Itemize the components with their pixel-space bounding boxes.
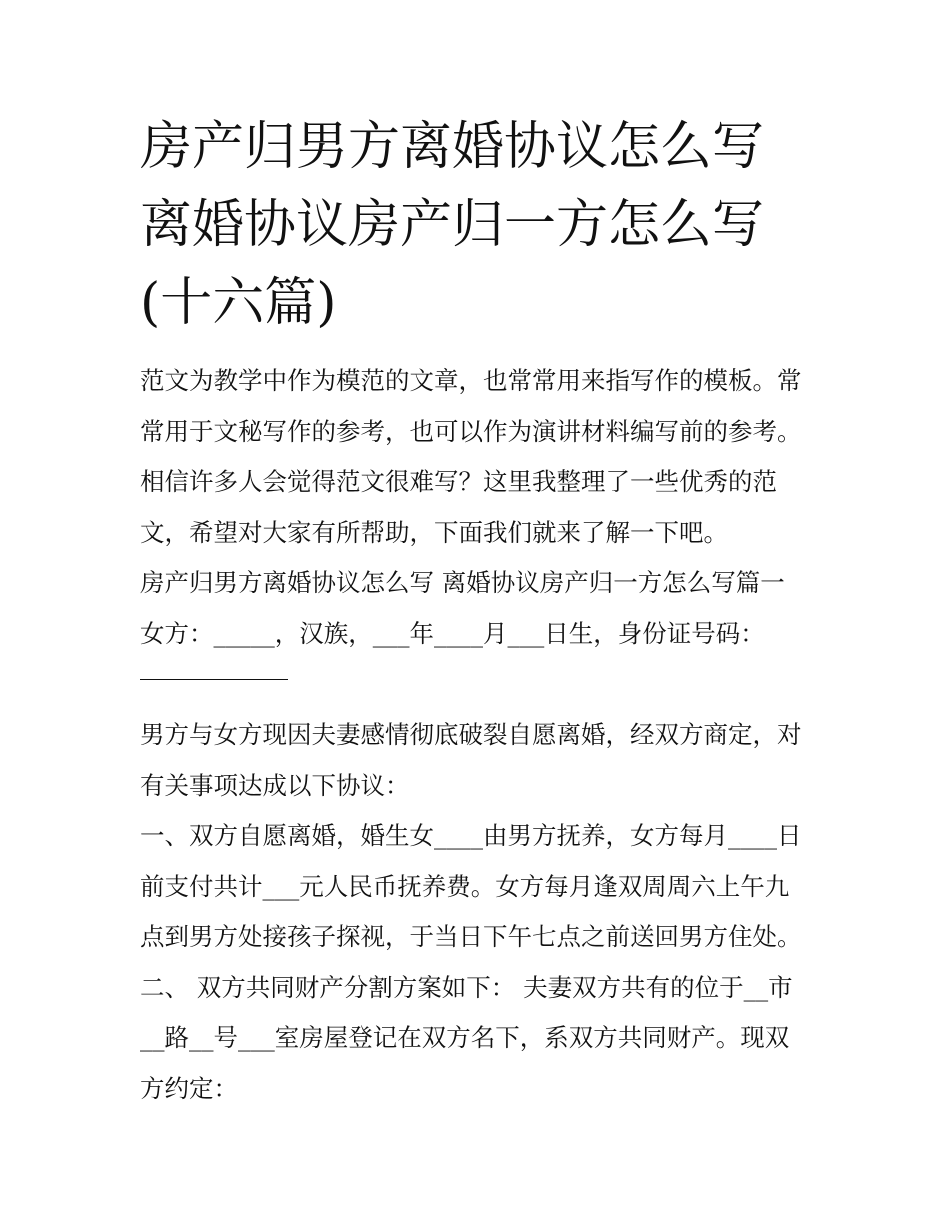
clause-one: 一、双方自愿离婚，婚生女____由男方抚养，女方每月____日前支付共计___元人民币抚养费。女方每月逢双周周六上午九点到男方处接孩子探视，于当日下午七点之前送回男方住处。 <box>140 821 802 951</box>
clause-two: 二、 双方共同财产分割方案如下： 夫妻双方共有的位于__市__路__号___室房屋登记在双方名下，系双方共同财产。现双方约定： <box>140 972 793 1103</box>
document-title: 房产归男方离婚协议怎么写 离婚协议房产归一方怎么写(十六篇) <box>140 117 765 333</box>
document-page <box>140 108 812 1114</box>
agreement-preamble: 男方与女方现因夫妻感情彻底破裂自愿离婚，经双方商定，对有关事项达成以下协议： <box>140 720 802 800</box>
party-female-line: 女方：_____，汉族，___年____月___日生，身份证号码： <box>140 618 765 648</box>
section-heading: 房产归男方离婚协议怎么写 离婚协议房产归一方怎么写篇一 <box>140 568 785 597</box>
blank-underline <box>140 679 288 680</box>
intro-paragraph: 范文为教学中作为模范的文章，也常常用来指写作的模板。常常用于文秘写作的参考，也可以作为演讲材料编写前的参考。相信许多人会觉得范文很难写？这里我整理了一些优秀的范文，希望对大家有所帮助，下面我们就来了解一下吧。 <box>140 366 802 547</box>
